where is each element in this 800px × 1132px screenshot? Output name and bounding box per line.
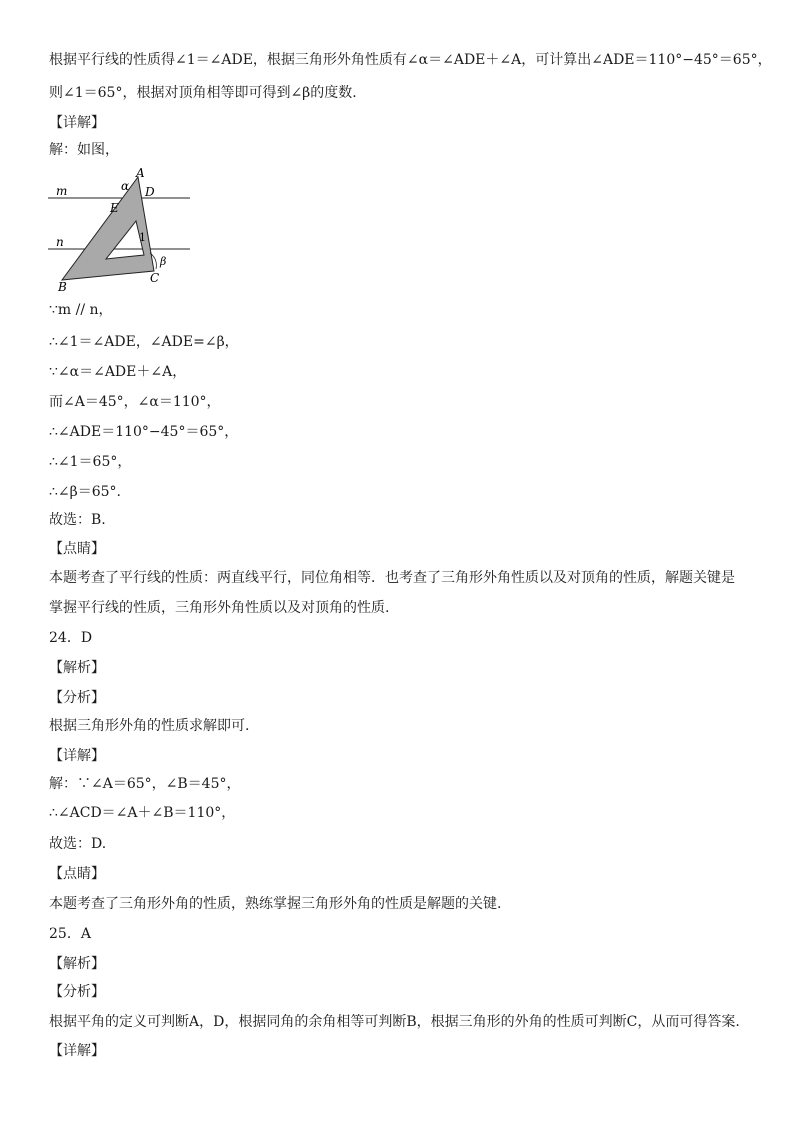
label-n: n: [56, 235, 64, 249]
label-m: m: [56, 184, 68, 198]
label-E: E: [110, 201, 119, 215]
text-line: 【分析】: [49, 690, 105, 706]
label-C: C: [150, 271, 160, 285]
text-line: 根据平行线的性质得∠1＝∠ADE，根据三角形外角性质有∠α＝∠ADE＋∠A，可计算出∠ADE＝110°−45°＝65°，: [49, 52, 772, 68]
label-beta: β: [160, 255, 167, 268]
text-line: 24．D: [49, 630, 93, 646]
text-line: 25．A: [49, 926, 91, 942]
text-line: 解：∵∠A＝65°，∠B＝45°，: [49, 776, 241, 792]
triangle-ruler: [62, 177, 154, 280]
text-line: 根据平角的定义可判断A，D，根据同角的余角相等可判断B，根据三角形的外角的性质可判断C，从而可得答案.: [49, 1014, 740, 1030]
text-line: 本题考查了平行线的性质：两直线平行，同位角相等．也考查了三角形外角性质以及对顶角的性质，解题关键是: [49, 570, 735, 586]
text-line: 根据三角形外角的性质求解即可.: [49, 718, 250, 734]
text-line: 【点睛】: [49, 541, 105, 557]
label-D: D: [145, 185, 155, 199]
label-B: B: [58, 280, 67, 294]
text-line: 则∠1＝65°，根据对顶角相等即可得到∠β的度数.: [49, 85, 357, 101]
text-line: 掌握平行线的性质，三角形外角性质以及对顶角的性质.: [49, 600, 390, 616]
text-line: 故选：D.: [49, 836, 107, 852]
parallel-lines-triangle-figure: [44, 165, 194, 295]
text-line: ∴∠β＝65°.: [49, 484, 121, 500]
label-1: 1: [139, 231, 146, 244]
text-line: 故选：B.: [49, 512, 106, 528]
text-line: 【解析】: [49, 956, 105, 972]
text-line: 【分析】: [49, 984, 105, 1000]
text-line: ∵∠α＝∠ADE＋∠A，: [49, 364, 187, 380]
text-line: 【详解】: [49, 748, 105, 764]
text-line: 【点睛】: [49, 866, 105, 882]
text-line: ∴∠ACD＝∠A＋∠B＝110°，: [49, 805, 236, 821]
text-line: 【详解】: [49, 1043, 105, 1059]
text-line: 而∠A＝45°，∠α＝110°，: [49, 394, 221, 410]
text-line: ∴∠1＝∠ADE，∠ADE=∠β，: [49, 334, 239, 350]
label-alpha: α: [121, 179, 130, 193]
text-line: ∵m // n，: [49, 302, 113, 318]
text-line: 解：如图，: [49, 142, 119, 158]
text-line: 【详解】: [49, 115, 105, 131]
text-line: 【解析】: [49, 660, 105, 676]
text-line: ∴∠ADE＝110°−45°＝65°，: [49, 424, 239, 440]
text-line: ∴∠1＝65°，: [49, 454, 132, 470]
text-line: 本题考查了三角形外角的性质，熟练掌握三角形外角的性质是解题的关键.: [49, 896, 502, 912]
label-A: A: [136, 166, 145, 180]
